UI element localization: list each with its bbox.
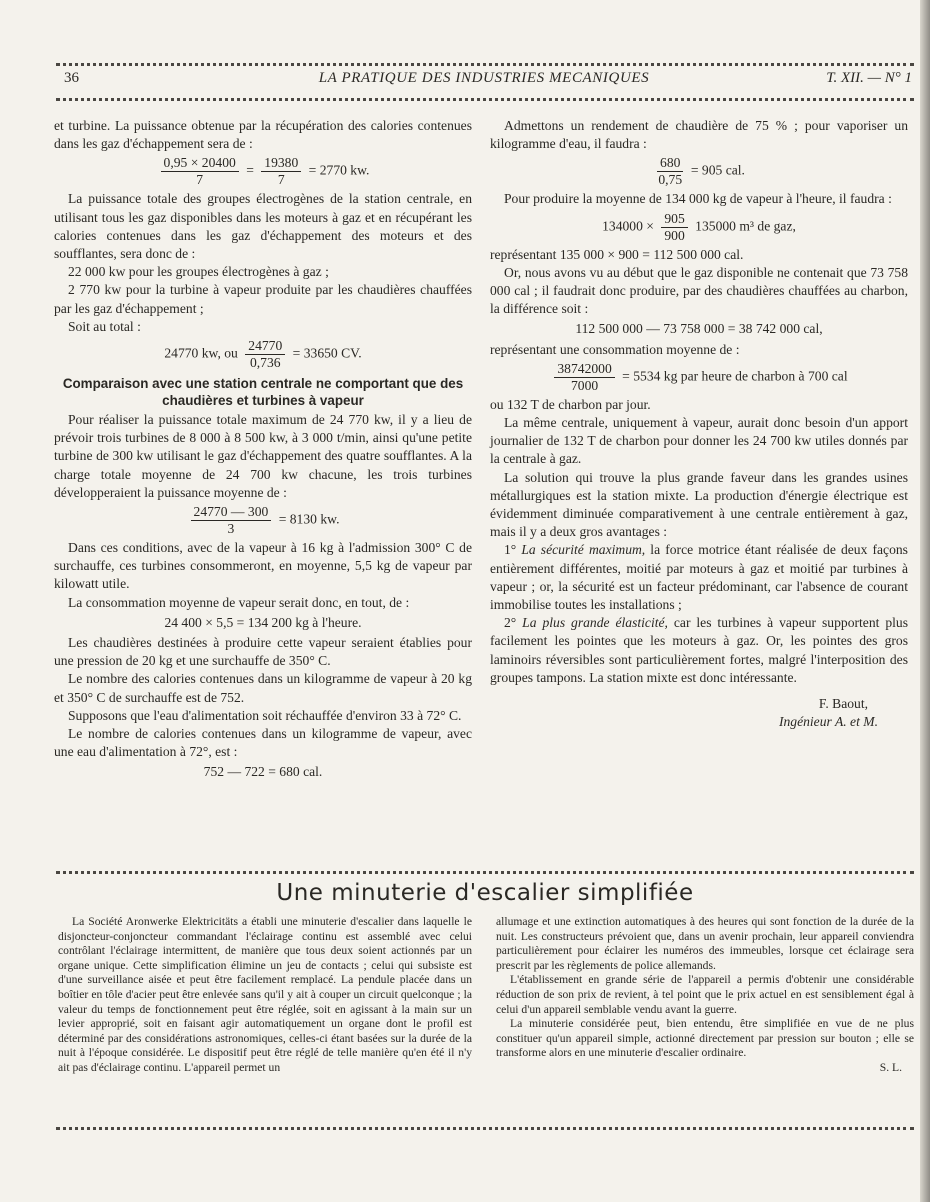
- paragraph: La solution qui trouve la plus grande faveur dans les grandes usines métallurgiques est la station mixte. La production d'énergie électrique est évidemment diminuée comparativement à une centrale entièrement à gaz, mais il y a deux gros avantages :: [490, 469, 908, 540]
- running-header: [56, 70, 912, 92]
- article-title: Une minuterie d'escalier simplifiée: [276, 880, 694, 906]
- paragraph: Soit au total :: [68, 318, 141, 334]
- paragraph: 22 000 kw pour les groupes électrogènes à gaz ;: [68, 264, 329, 280]
- paragraph: La consommation moyenne de vapeur serait donc, en tout, de :: [68, 594, 410, 610]
- paragraph: La même centrale, uniquement à vapeur, aurait donc besoin d'un apport journalier de 132 T de charbon pour donner les 24 700 kw utiles donnés par la centrale à gaz.: [490, 415, 908, 467]
- volume-issue: T. XII. — N° 1: [826, 70, 912, 86]
- paragraph: Pour produire la moyenne de 134 000 kg de vapeur à l'heure, il faudra :: [504, 191, 892, 207]
- denominator: 7: [196, 172, 204, 188]
- paragraph: Les chaudières destinées à produire cette vapeur seraient établies pour une pression de 20 kg et une surchauffe de 350° C.: [54, 635, 472, 669]
- denominator: 7000: [570, 377, 599, 393]
- numerator: 38742000: [554, 361, 614, 378]
- paragraph: 1° La sécurité maximum, la force motrice étant réalisée de deux façons entièrement différentes, moitié par moteurs à gaz et moitié par turbines à vapeur ; or, la sécurité est un facteur prédominant, car l'absence de courant immobilise toutes les installations ;: [490, 542, 908, 613]
- equation-recovery: $\frac{0,95 \times 20400}{7}$ = $\frac{19380}{7}$ = 2770 kw.: [54, 155, 472, 188]
- section-dotted-rule: [56, 871, 914, 874]
- denominator: 3: [227, 521, 235, 537]
- paragraph: L'établissement en grande série de l'appareil a permis d'obtenir une considérable réduction de son prix de revient, à tel point que le prix actuel en est sensiblement égal à celui d'un appareil semblable vendu avant la guerre.: [496, 973, 914, 1016]
- journal-title: LA PRATIQUE DES INDUSTRIES MECANIQUES: [318, 70, 650, 86]
- paragraph: 2 770 kw pour la turbine à vapeur produite par les chaudières chauffées par les gaz d'échappement ;: [54, 282, 472, 316]
- author-initials: S. L.: [879, 1060, 902, 1074]
- denominator: 0,736: [249, 355, 281, 371]
- numerator: 24770: [245, 338, 285, 355]
- equation-boiler: [490, 155, 908, 188]
- result: 135000 m³ de gaz,: [695, 218, 796, 234]
- equation-calories: 752 — 722 = 680 cal.: [203, 764, 323, 780]
- author-signature: F. Baout,: [818, 696, 868, 712]
- paragraph: et turbine. La puissance obtenue par la récupération des calories contenues dans les gaz d'échappement sera de :: [54, 118, 472, 152]
- paragraph: Le nombre de calories contenues dans un kilogramme de vapeur, avec une eau d'alimentation à 72°, est :: [54, 726, 472, 760]
- result: = 8130 kw.: [278, 511, 340, 527]
- numerator: 19380: [261, 155, 301, 172]
- paragraph: Le nombre des calories contenues dans un kilogramme de vapeur à 20 kg et 350° C de surchauffe est de 752.: [54, 671, 472, 705]
- header-dotted-rule: [56, 98, 914, 101]
- author-title: Ingénieur A. et M.: [778, 714, 878, 730]
- numerator: 905: [661, 211, 687, 228]
- section-subtitle: Comparaison avec une station centrale ne comportant que des chaudières et turbines à vapeur: [62, 376, 464, 409]
- paragraph: Pour réaliser la puissance totale maximum de 24 770 kw, il y a lieu de prévoir trois turbines de 8 000 à 8 500 kw, à 3 000 t/min, ainsi qu'une petite turbine de 300 kw utilisant le gaz d'échappement des quatre soufflantes. A la charge totale moyenne de 24 700 kw chacune, les trois turbines développeraient la puissance moyenne de :: [54, 412, 472, 500]
- article-left-column: [54, 117, 472, 784]
- result: = 5534 kg par heure de charbon à 700 cal: [622, 368, 848, 384]
- paragraph: 2° La plus grande élasticité, car les turbines à vapeur supportent plus facilement les pointes que les moteurs à gaz. Or, les pointes des gros laminoirs réversibles sont particulièrement fortes, malgré l'interposition des groupes tampons. La station mixte est donc intéressante.: [490, 615, 908, 685]
- equation-total: 24770 kw, ou $\frac{24770}{0,736}$ = 33650 CV.: [164, 338, 362, 371]
- result: = 33650 CV.: [292, 345, 362, 361]
- denominator: 900: [664, 227, 685, 243]
- numerator: 0,95 × 20400: [161, 155, 239, 172]
- equation-average: [54, 504, 472, 537]
- paragraph: Admettons un rendement de chaudière de 75 % ; pour vaporiser un kilogramme d'eau, il faudra :: [490, 118, 908, 152]
- equation-gas: 134000 × $\frac{905}{900}$ 135000 m³ de gaz,: [602, 210, 796, 243]
- article2-left-column: [58, 915, 472, 1076]
- equation-coal: [490, 361, 908, 394]
- paragraph: représentant une consommation moyenne de :: [490, 341, 740, 357]
- article-right-column: [490, 117, 908, 731]
- paragraph: allumage et une extinction automatiques à des heures qui sont fonction de la durée de la nuit. Les constructeurs prévoient que, dans un avenir prochain, leur appareil conviendra particulièrement pour éclairer les numéros des immeubles, lorsque cet éclairage sera prescrit par les règlements de police allemands.: [496, 915, 914, 972]
- paragraph: La minuterie considérée peut, bien entendu, être simplifiée en vue de ne plus constituer qu'un appareil simple, actionné directement par pression sur bouton ; elle se transforme alors en une minuterie d'escalier ordinaire.: [496, 1017, 914, 1060]
- page-edge-shadow: [920, 0, 930, 1202]
- paragraph: La puissance totale des groupes électrogènes de la station centrale, en utilisant tous les gaz disponibles dans les moteurs à gaz et en récupérant les calories contenues dans les gaz d'échappement des moteurs et des soufflantes, sera donc de :: [54, 191, 472, 262]
- paragraph: Supposons que l'eau d'alimentation soit réchauffée d'environ 33 à 72° C.: [68, 707, 462, 723]
- result: = 905 cal.: [690, 163, 745, 179]
- numerator: 24770 — 300: [191, 504, 272, 521]
- denominator: 7: [277, 172, 285, 188]
- paragraph: Or, nous avons vu au début que le gaz disponible ne contenait que 73 758 000 cal ; il faudrait donc produire, par des chaudières chauffées au charbon, la différence soit :: [490, 264, 908, 317]
- paragraph: ou 132 T de charbon par jour.: [490, 396, 651, 412]
- paragraph: représentant 135 000 × 900 = 112 500 000 cal.: [490, 246, 744, 262]
- paragraph: La Société Aronwerke Elektricitäts a établi une minuterie d'escalier dans laquelle le disjoncteur-conjoncteur commandant l'éclairage continu est assemblé avec celui contrôlant l'éclairage intermittent, de manière que tous deux soient actionnés par un organe unique. Cette simplification élimine un jeu de contacts ; celui qui subsiste est d'une surveillance aisée et peut être facilement remplacé. La pendule placée dans un boîtier en tôle d'acier peut être enlevée sans qu'il y ait à couper un circuit quelconque ; la valeur du temps de fonctionnement peut être réglée, soit en agissant à la main sur un levier approprié, soit en faisant agir automatiquement un organe dont le profil est déterminé par des considérations astronomiques, celles-ci étant basées sur la durée de la nuit à l'époque considérée. Le dispositif peut être réglé de telle manière qu'en été il n'y ait pas d'éclairage continu. L'appareil permet un: [58, 915, 472, 1074]
- page-number: 36: [64, 70, 79, 86]
- equation-difference: 112 500 000 — 73 758 000 = 38 742 000 cal,: [575, 321, 823, 337]
- article2-right-column: [496, 915, 914, 1076]
- paragraph: Dans ces conditions, avec de la vapeur à 16 kg à l'admission 300° C de surchauffe, ces turbines consommeront, en moyenne, 5,5 kg de vapeur par kilowatt utile.: [54, 540, 472, 592]
- bottom-dotted-rule: [56, 1127, 914, 1130]
- denominator: 0,75: [658, 172, 683, 188]
- result: = 2770 kw.: [308, 163, 370, 179]
- equation-steam: 24 400 × 5,5 = 134 200 kg à l'heure.: [164, 614, 362, 630]
- top-dotted-rule: [56, 63, 914, 66]
- numerator: 680: [657, 155, 683, 172]
